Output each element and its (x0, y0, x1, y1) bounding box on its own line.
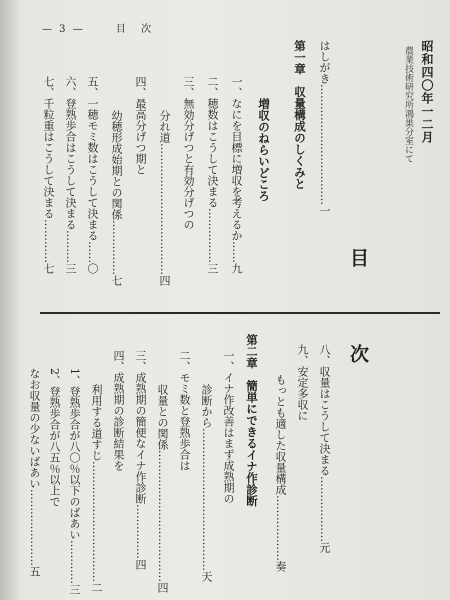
toc-entry: 診断から…………………………………天 (200, 384, 213, 582)
section-divider (40, 312, 440, 314)
toc-entry: 九、安定多収に (296, 344, 309, 421)
toc-entry: 四、成熟期の診断結果を (112, 350, 125, 471)
toc-entry: なお収量の少ないばあい…………………五 (28, 368, 41, 577)
toc-entry: 一、イナ作改善はまず成熟期の (222, 350, 235, 504)
toc-entry: 二、モミ数と登熟歩合は (178, 350, 191, 471)
toc-entry: 利用する道すじ……………………………二 (90, 384, 103, 593)
chapter2-title: 第二章 簡単にできるイナ作診断 (245, 334, 259, 507)
toc-intro: はしがき……………………………一 (318, 40, 331, 216)
toc-entry: 分れ道………………………………四 (158, 110, 171, 286)
toc-entry: 1、登熟歩合が八〇％以下のばあい…………三 (68, 368, 81, 595)
colophon-date: 昭和四〇年一二月 (420, 40, 434, 144)
toc-entry: 五、一穂モミ数はこうして決まる……〇 (86, 76, 99, 274)
running-header (42, 20, 157, 35)
toc-entry: 三、無効分げつと有効分げつの (182, 76, 195, 230)
toc-entry: 四、最高分げつ期と (134, 76, 147, 175)
toc-entry: 幼穂形成始期との関係……………七 (110, 110, 123, 286)
toc-entry: 八、収量はこうして決まる………………元 (318, 344, 331, 553)
toc-entry: 七、千粒重はこうして決まる…………七 (42, 76, 55, 274)
toc-entry: 2、登熟歩合が八五％以上で (48, 368, 61, 507)
colophon-organization: 農業技術研究所鴻巣分室にて (403, 46, 413, 163)
toc-entry: 六、登熟歩合はこうして決まる………三 (64, 76, 77, 274)
gutter-shadow (0, 0, 22, 600)
chapter1-subtitle: 増収のねらいどころ (257, 98, 271, 202)
toc-entry: 収量との関係………………………………四 (156, 384, 169, 593)
running-title: 目 次 (115, 24, 158, 35)
toc-title-moku: 目 (347, 248, 369, 268)
chapter1-title: 第一章 収量構成のしくみと (293, 40, 307, 190)
toc-entry: 一、なにを目標に増収を考えるか……九 (230, 76, 243, 274)
toc-entry: 三、成熟期の簡便なイナ作診断……………四 (134, 350, 147, 570)
toc-title-ji: 次 (347, 344, 369, 364)
page-number: — 3 — (42, 24, 85, 35)
toc-entry: 二、穂数はこうして決まる……………三 (206, 76, 219, 274)
toc-entry: もっとも適した収量構成………………奏 (274, 374, 287, 572)
